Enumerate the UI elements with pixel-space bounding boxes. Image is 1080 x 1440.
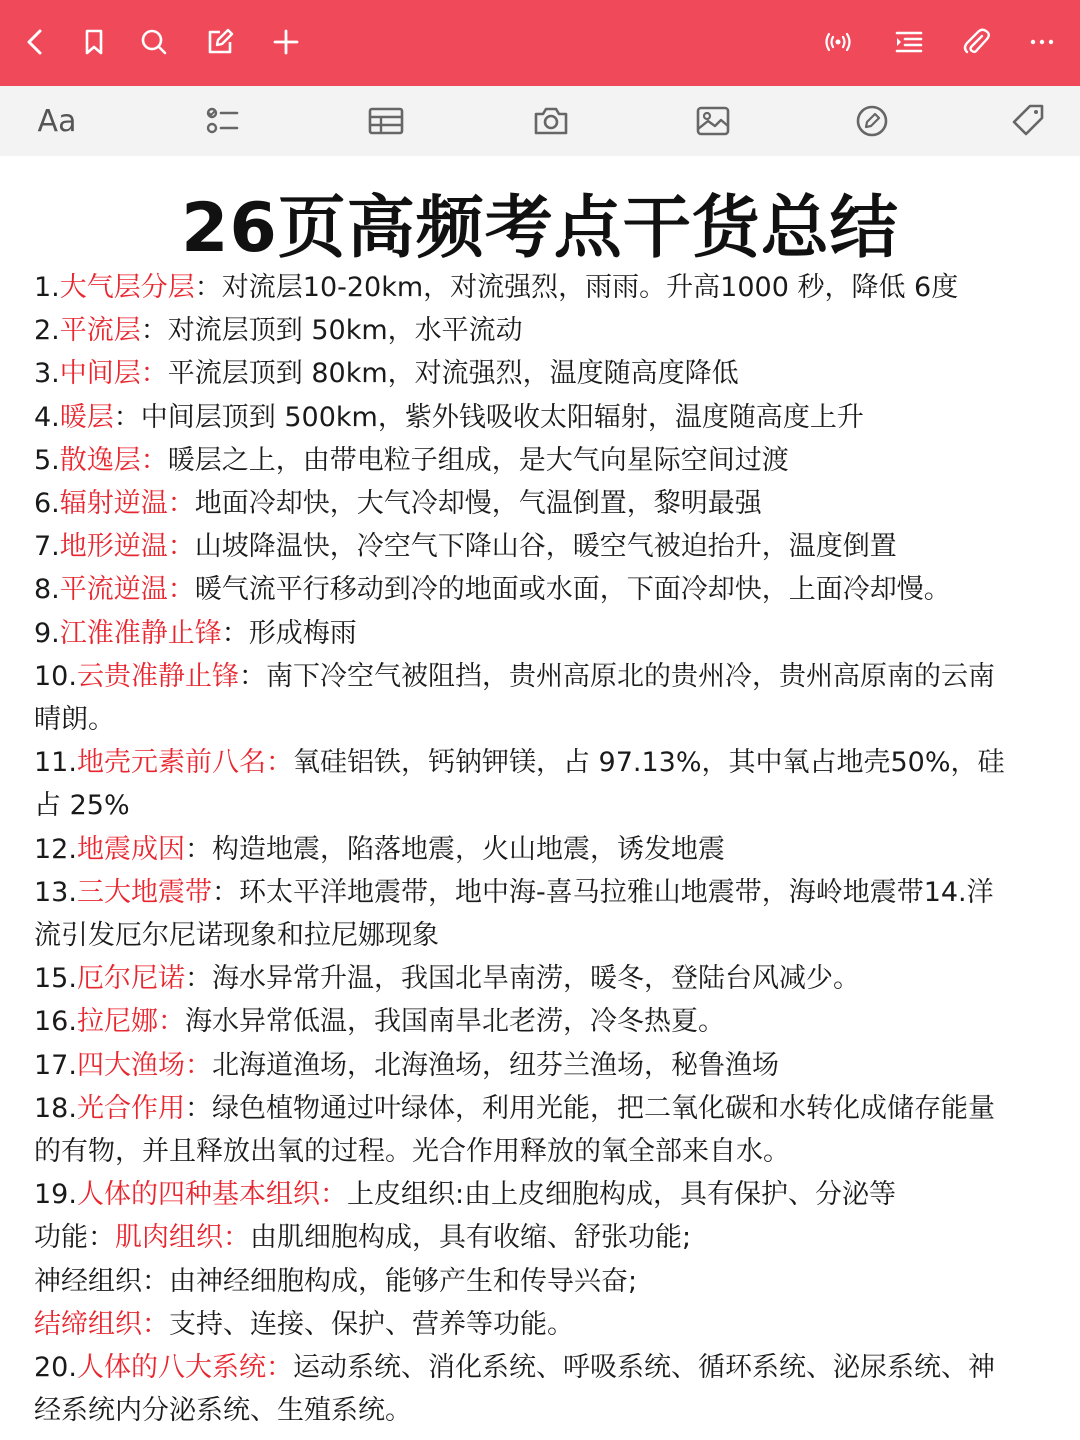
note-line [34, 612, 1054, 655]
note-text: ：绿色植物通过叶绿体，利用光能，把二氧化碳和水转化成储存能量 [184, 1092, 995, 1124]
pen-icon[interactable] [850, 100, 894, 142]
font-icon[interactable] [34, 100, 80, 142]
note-text: 19. [34, 1179, 77, 1211]
note-text: 1. [34, 272, 60, 303]
note-text: ：对流层10-20km，对流强烈，雨雨。升高1000 秒，降低 6度 [194, 272, 959, 303]
note-text: 地面冷却快，大气冷却慢，气温倒置，黎明最强 [194, 488, 762, 520]
note-text: 8. [34, 574, 60, 606]
note-body [34, 266, 1054, 1432]
note-text: 7. [34, 531, 60, 563]
note-line [34, 1000, 1054, 1043]
note-text: ：南下冷空气被阻挡，贵州高原北的贵州冷，贵州高原南的云南 [238, 660, 995, 692]
bookmark-icon[interactable] [74, 22, 114, 62]
note-line [34, 482, 1054, 525]
note-line [34, 741, 1054, 784]
note-text: 3. [34, 358, 60, 390]
note-line [34, 568, 1054, 611]
note-text: 经系统内分泌系统、生殖系统。 [34, 1395, 412, 1427]
note-text: 北海道渔场，北海渔场，纽芬兰渔场，秘鲁渔场 [211, 1049, 779, 1081]
tag-icon[interactable] [1006, 100, 1050, 142]
highlight-term: 辐射逆温： [59, 488, 195, 520]
table-icon[interactable] [364, 100, 408, 142]
highlight-term: 肌肉组织： [115, 1222, 250, 1254]
note-text: ：构造地震，陷落地震，火山地震，诱发地震 [184, 833, 725, 865]
note-text: ：中间层顶到 500km，紫外钱吸收太阳辐射，温度随高度上升 [113, 401, 864, 433]
note-text: 5. [34, 444, 60, 476]
highlight-term: 大气层分层 [59, 272, 195, 303]
format-toolbar [0, 86, 1080, 156]
highlight-term: 人体的四种基本组织： [76, 1179, 347, 1211]
note-line [34, 1260, 1054, 1303]
top-nav-bar [0, 0, 1080, 86]
note-line [34, 266, 1054, 309]
note-line [34, 352, 1054, 395]
note-line [34, 396, 1054, 439]
note-text: 由肌细胞构成，具有收缩、舒张功能; [250, 1222, 692, 1254]
note-line [34, 439, 1054, 482]
highlight-term: 光合作用 [76, 1092, 185, 1124]
note-text: 18. [34, 1092, 77, 1124]
note-text: 暖气流平行移动到冷的地面或水面，下面冷却快，上面冷却慢。 [194, 574, 951, 606]
note-line [34, 914, 1054, 957]
note-text: 6. [34, 488, 60, 520]
note-text: 山坡降温快，冷空气下降山谷，暖空气被迫抬升，温度倒置 [194, 531, 897, 563]
broadcast-icon[interactable] [818, 22, 858, 62]
note-line [34, 1389, 1054, 1432]
highlight-term: 平流逆温： [59, 574, 195, 606]
note-text: ：海水异常升温，我国北旱南涝，暖冬，登陆台风减少。 [184, 963, 860, 995]
image-icon[interactable] [691, 100, 735, 142]
highlight-term: 三大地震带 [76, 876, 212, 908]
note-text: 平流层顶到 80km，对流强烈，温度随高度降低 [167, 358, 739, 390]
highlight-term: 厄尔尼诺 [76, 963, 185, 995]
highlight-term: 平流层 [59, 315, 141, 347]
note-line [34, 1087, 1054, 1130]
back-icon[interactable] [16, 22, 56, 62]
note-text: 12. [34, 833, 77, 865]
note-text: 功能： [34, 1222, 115, 1254]
note-text: 晴朗。 [34, 704, 115, 736]
note-line [34, 1303, 1054, 1346]
note-text: 20. [34, 1352, 77, 1384]
note-text: 10. [34, 660, 77, 692]
note-text: 的有物，并且释放出氧的过程。光合作用释放的氧全部来自水。 [34, 1136, 790, 1168]
highlight-term: 地壳元素前八名： [76, 747, 293, 779]
note-line [34, 871, 1054, 914]
note-text: 11. [34, 747, 77, 779]
font-label: Aa [37, 103, 77, 139]
note-text: 运动系统、消化系统、呼吸系统、循环系统、泌尿系统、神 [292, 1352, 995, 1384]
highlight-term: 散逸层： [59, 444, 168, 476]
note-line [34, 1044, 1054, 1087]
note-line [34, 1216, 1054, 1259]
note-line [34, 1346, 1054, 1389]
page-title: 26页高频考点干货总结 [181, 189, 899, 268]
note-text: 支持、连接、保护、营养等功能。 [169, 1308, 574, 1340]
note-text: ：环太平洋地震带，地中海-喜马拉雅山地震带，海岭地震带14.洋 [211, 876, 994, 908]
more-icon[interactable] [1022, 22, 1062, 62]
note-text: 16. [34, 1006, 77, 1038]
note-text: 9. [34, 617, 60, 649]
note-text: 流引发厄尔尼诺现象和拉尼娜现象 [34, 920, 439, 952]
note-text: 17. [34, 1049, 77, 1081]
highlight-term: 结缔组织： [34, 1308, 169, 1340]
outline-icon[interactable] [889, 22, 929, 62]
note-content [0, 156, 1080, 1440]
note-line [34, 1173, 1054, 1216]
highlight-term: 中间层： [59, 358, 168, 390]
highlight-term: 暖层 [59, 401, 114, 433]
note-text: 占 25% [34, 790, 130, 822]
note-text: 氧硅铝铁，钙钠钾镁，占 97.13%，其中氧占地壳50%，硅 [292, 747, 1005, 779]
highlight-term: 人体的八大系统： [76, 1352, 293, 1384]
note-line [34, 525, 1054, 568]
camera-icon[interactable] [529, 100, 573, 142]
highlight-term: 拉尼娜： [76, 1006, 185, 1038]
note-text: 暖层之上，由带电粒子组成，是大气向星际空间过渡 [167, 444, 789, 476]
note-line [34, 1130, 1054, 1173]
note-text: 海水异常低温，我国南旱北老涝，冷冬热夏。 [184, 1006, 725, 1038]
note-text: ：对流层顶到 50km，水平流动 [140, 315, 523, 347]
note-text: 2. [34, 315, 60, 347]
note-text: 神经组织：由神经细胞构成，能够产生和传导兴奋; [34, 1265, 638, 1297]
note-text: 4. [34, 401, 60, 433]
note-line [34, 828, 1054, 871]
note-line [34, 698, 1054, 741]
note-line [34, 957, 1054, 1000]
note-text: 15. [34, 963, 77, 995]
attachment-icon[interactable] [956, 22, 996, 62]
search-icon[interactable] [134, 22, 174, 62]
highlight-term: 云贵准静止锋 [76, 660, 239, 692]
highlight-term: 地形逆温： [59, 531, 195, 563]
note-text: ：形成梅雨 [221, 617, 357, 649]
note-line [34, 309, 1054, 352]
highlight-term: 地震成因 [76, 833, 185, 865]
highlight-term: 四大渔场： [76, 1049, 212, 1081]
note-text: 13. [34, 876, 77, 908]
add-icon[interactable] [266, 22, 306, 62]
checklist-icon[interactable] [200, 100, 244, 142]
note-text: 上皮组织:由上皮细胞构成，具有保护、分泌等 [346, 1179, 897, 1211]
note-line [34, 784, 1054, 827]
highlight-term: 江淮准静止锋 [59, 617, 222, 649]
edit-icon[interactable] [200, 22, 240, 62]
note-line [34, 655, 1054, 698]
